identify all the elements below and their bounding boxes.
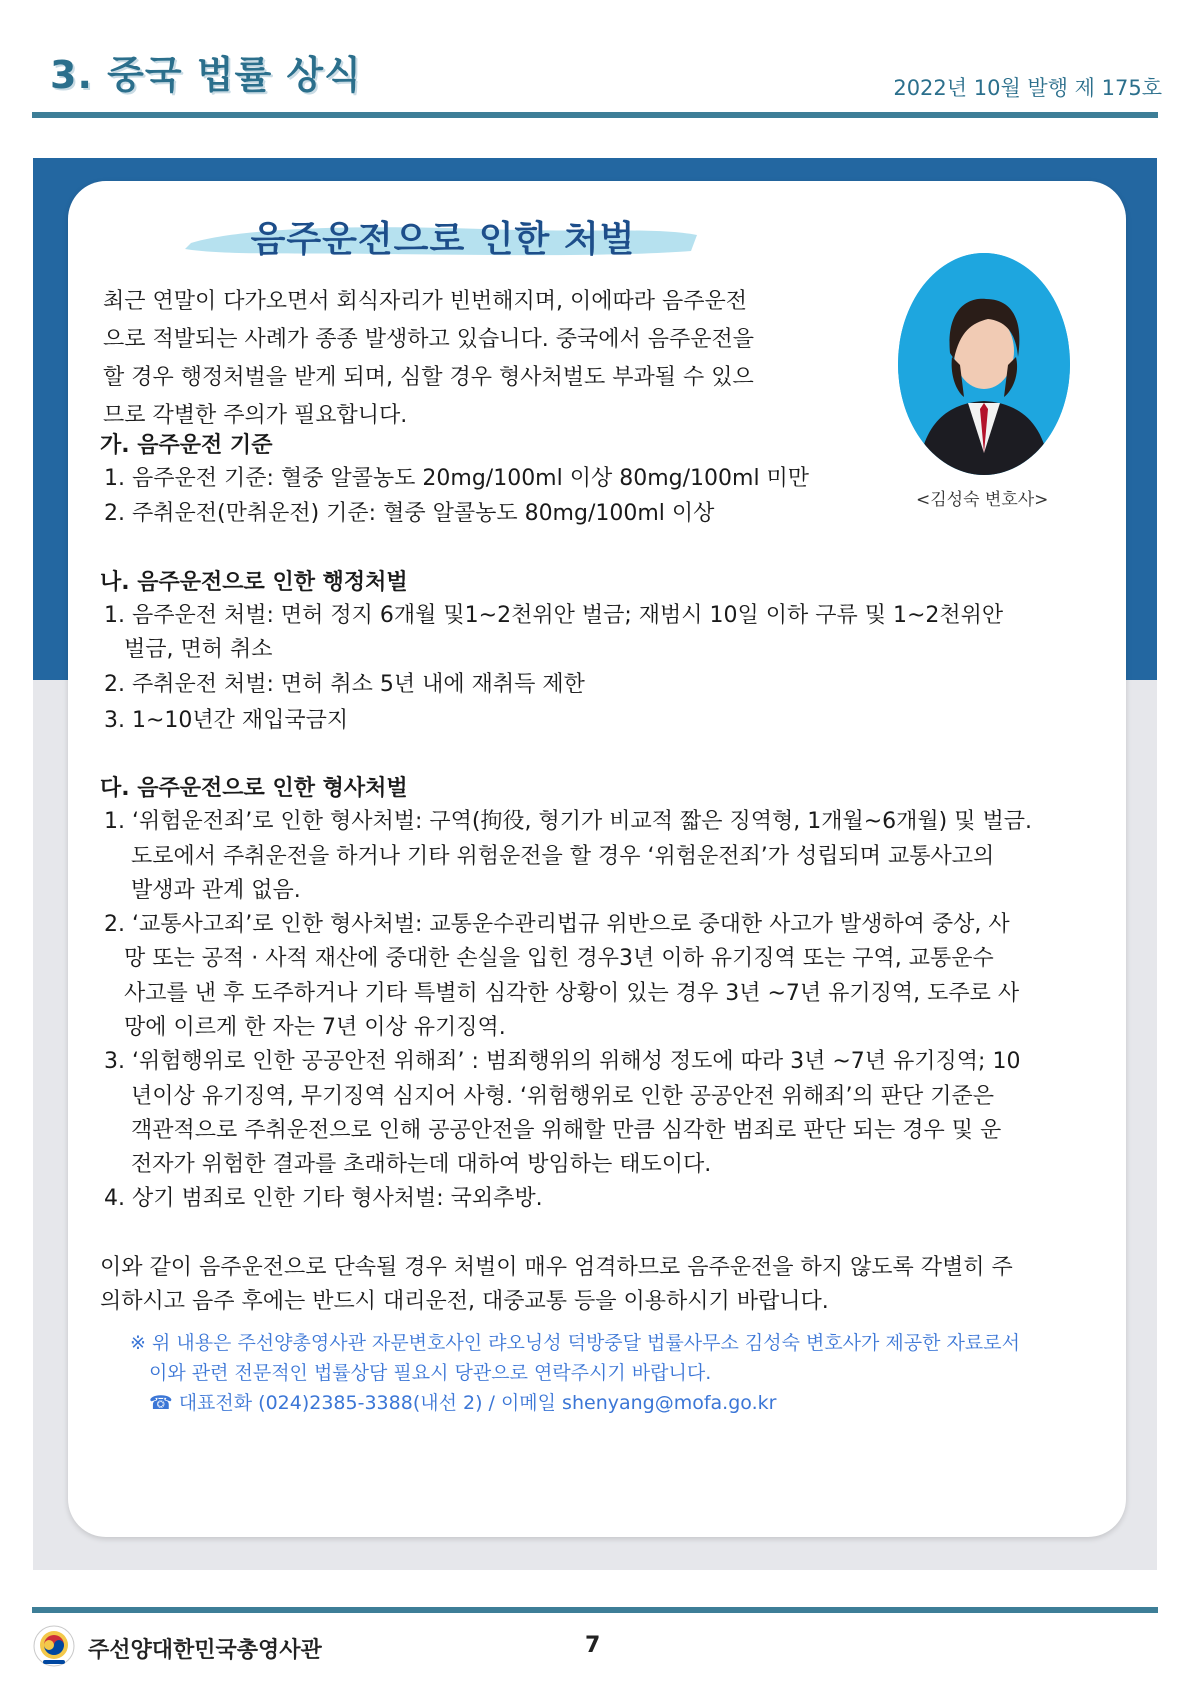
headline-block bbox=[183, 205, 703, 267]
section-a-item: 2. 주취운전(만취운전) 기준: 혈중 알콜농도 80mg/100ml 이상 bbox=[104, 501, 715, 526]
section-c-item-continuation: 전자가 위험한 결과를 초래하는데 대하여 방임하는 태도이다. bbox=[131, 1152, 712, 1177]
section-c-item: 4. 상기 범죄로 인한 기타 형사처벌: 국외추방. bbox=[104, 1186, 543, 1211]
section-c-item-continuation: 도로에서 주취운전을 하거나 기타 위험운전을 할 경우 ‘위험운전죄’가 성립되며 교통사고의 bbox=[131, 844, 995, 869]
section-a-item: 1. 음주운전 기준: 혈중 알콜농도 20mg/100ml 이상 80mg/100ml 미만 bbox=[104, 466, 810, 491]
article-headline: 음주운전으로 인한 처벌 bbox=[250, 219, 636, 260]
header-divider bbox=[32, 112, 1158, 118]
intro-line: 할 경우 행정처벌을 받게 되며, 심할 경우 형사처벌도 부과될 수 있으 bbox=[103, 365, 754, 390]
portrait-illustration bbox=[898, 253, 1070, 475]
contact-phone-email: ☎ 대표전화 (024)2385-3388(내선 2) / 이메일 shenyang@mofa.go.kr bbox=[149, 1392, 777, 1414]
intro-line: 으로 적발되는 사례가 종종 발생하고 있습니다. 중국에서 음주운전을 bbox=[103, 327, 755, 352]
korea-emblem-icon bbox=[33, 1625, 75, 1667]
page-number: 7 bbox=[585, 1633, 601, 1658]
section-c-item-continuation: 발생과 관계 없음. bbox=[131, 878, 301, 903]
section-c-item-continuation: 사고를 낸 후 도주하거나 기타 특별히 심각한 상황이 있는 경우 3년 ~7년 유기징역, 도주로 사 bbox=[124, 981, 1020, 1006]
section-b-item: 3. 1~10년간 재입국금지 bbox=[104, 708, 349, 733]
issue-label: 2022년 10월 발행 제 175호 bbox=[893, 76, 1162, 100]
section-b-item: 2. 주취운전 처벌: 면허 취소 5년 내에 재취득 제한 bbox=[104, 672, 585, 697]
intro-line: 므로 각별한 주의가 필요합니다. bbox=[103, 403, 408, 428]
section-c-item-continuation: 망에 이르게 한 자는 7년 이상 유기징역. bbox=[124, 1015, 506, 1040]
contact-note-line: 이와 관련 전문적인 법률상담 필요시 당관으로 연락주시기 바랍니다. bbox=[149, 1362, 712, 1384]
intro-paragraph bbox=[103, 283, 823, 435]
contact-note-line: ※ 위 내용은 주선양총영사관 자문변호사인 랴오닝성 덕방중달 법률사무소 김성숙 변호사가 제공한 자료로서 bbox=[130, 1332, 1020, 1354]
lawyer-portrait bbox=[898, 253, 1070, 475]
section-b-title: 나. 음주운전으로 인한 행정처벌 bbox=[100, 570, 408, 595]
intro-line: 최근 연말이 다가오면서 회식자리가 빈번해지며, 이에따라 음주운전 bbox=[103, 289, 748, 314]
section-title: 3. 중국 법률 상식 bbox=[50, 53, 362, 97]
section-c-item: 3. ‘위험행위로 인한 공공안전 위해죄’ : 범죄행위의 위해성 정도에 따라 3년 ~7년 유기징역; 10 bbox=[104, 1049, 1021, 1074]
closing-line: 의하시고 음주 후에는 반드시 대리운전, 대중교통 등을 이용하시기 바랍니다. bbox=[100, 1289, 829, 1314]
section-b-item-continuation: 벌금, 면허 취소 bbox=[124, 637, 273, 662]
section-c-item-continuation: 망 또는 공적 · 사적 재산에 중대한 손실을 입힌 경우3년 이하 유기징역 또는 구역, 교통운수 bbox=[124, 946, 994, 971]
section-a-title: 가. 음주운전 기준 bbox=[100, 433, 273, 458]
footer-divider bbox=[32, 1607, 1158, 1613]
section-b-item: 1. 음주운전 처벌: 면허 정지 6개월 및1~2천위안 벌금; 재범시 10일 이하 구류 및 1~2천위안 bbox=[104, 603, 1004, 628]
section-c-title: 다. 음주운전으로 인한 형사처벌 bbox=[100, 776, 408, 801]
section-c-item-continuation: 년이상 유기징역, 무기징역 심지어 사형. ‘위험행위로 인한 공공안전 위해죄’의 판단 기준은 bbox=[131, 1084, 994, 1109]
portrait-caption: <김성숙 변호사> bbox=[916, 490, 1049, 510]
closing-line: 이와 같이 음주운전으로 단속될 경우 처벌이 매우 엄격하므로 음주운전을 하지 않도록 각별히 주 bbox=[100, 1255, 1013, 1280]
section-c-item: 2. ‘교통사고죄’로 인한 형사처벌: 교통운수관리법규 위반으로 중대한 사고가 발생하여 중상, 사 bbox=[104, 912, 1010, 937]
section-c-item-continuation: 객관적으로 주취운전으로 인해 공공안전을 위해할 만큼 심각한 범죄로 판단 되는 경우 및 운 bbox=[131, 1118, 1002, 1143]
section-c-item: 1. ‘위험운전죄’로 인한 형사처벌: 구역(拘役, 형기가 비교적 짧은 징역형, 1개월~6개월) 및 벌금. bbox=[104, 809, 1032, 834]
footer-organization: 주선양대한민국총영사관 bbox=[88, 1638, 322, 1663]
